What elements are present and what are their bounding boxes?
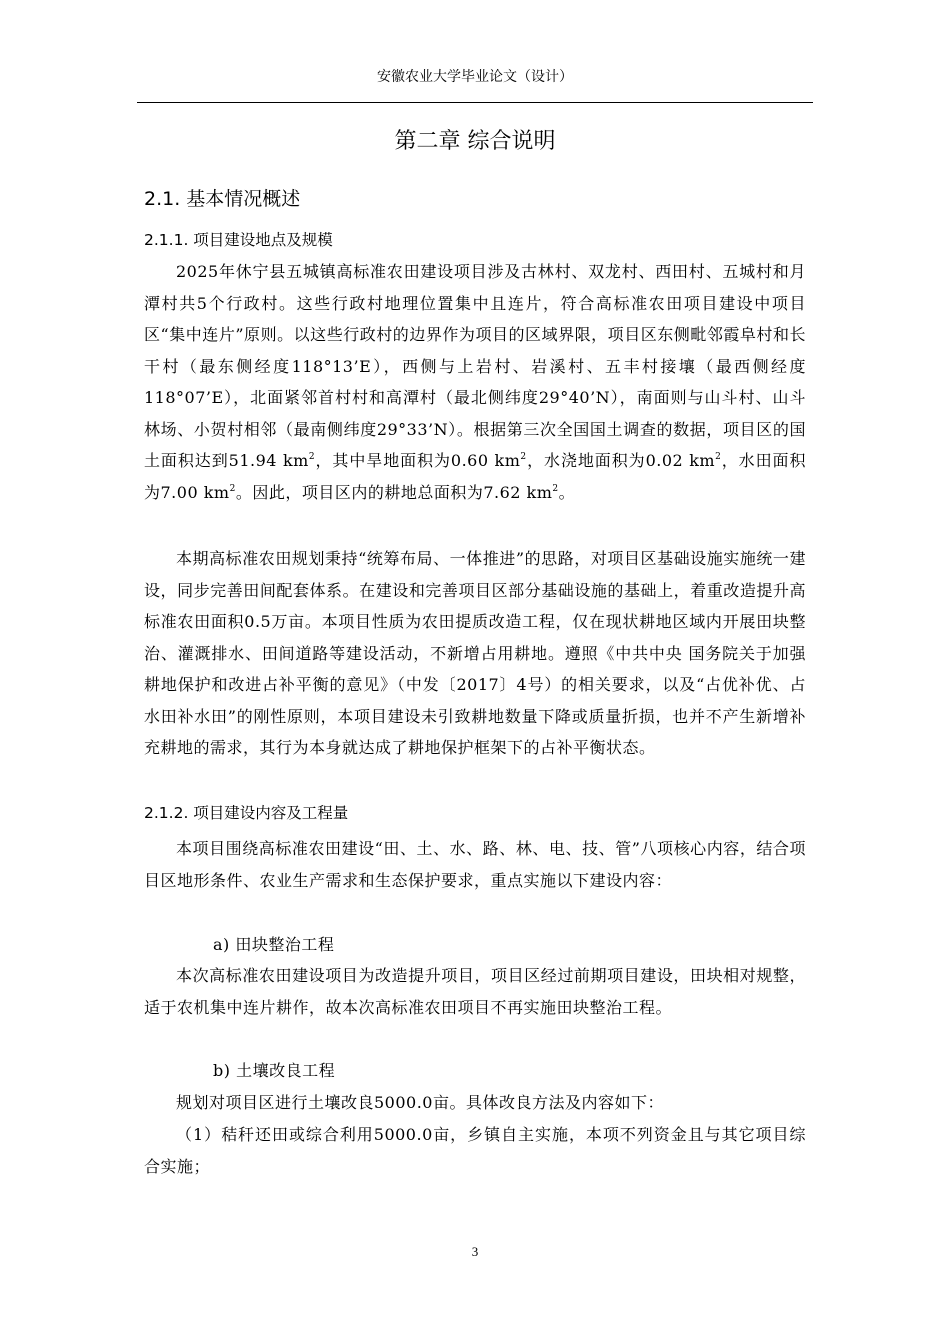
superscript: 2 — [308, 452, 316, 462]
superscript: 2 — [552, 483, 559, 494]
paragraph-soil-improvement: 规划对项目区进行土壤改良5000.0亩。具体改良方法及内容如下： — [176, 1093, 664, 1112]
paragraph-content-intro: 本项目围绕高标准农田建设“田、土、水、路、林、电、技、管”八项核心内容，结合项目区地形条件、农业生产需求和生态保护要求，重点实施以下建设内容： — [144, 839, 806, 890]
superscript: 2 — [520, 452, 527, 462]
subsection-heading-2-1-2: 2.1.2. 项目建设内容及工程量 — [144, 804, 349, 822]
superscript: 2 — [229, 483, 236, 494]
paragraph-location-scale — [144, 256, 806, 508]
running-header: 安徽农业大学毕业论文（设计） — [377, 69, 573, 85]
paragraph-text: 。因此，项目区内的耕地总面积为7.62 km — [235, 482, 553, 502]
superscript: 2 — [715, 452, 722, 462]
paragraph-text: ，其中旱地面积为0.60 km — [315, 451, 521, 470]
subsection-heading-2-1-1: 2.1.1. 项目建设地点及规模 — [144, 231, 333, 249]
paragraph-text: ，水浇地面积为0.02 km — [526, 451, 716, 470]
paragraph-text: ，水田面积为7.00 km — [144, 451, 806, 502]
page-number: 3 — [471, 1244, 479, 1259]
paragraph-straw-return: （1）秸秆还田或综合利用5000.0亩，乡镇自主实施，本项不列资金且与其它项目综合实施； — [144, 1125, 806, 1176]
chapter-title: 第二章 综合说明 — [394, 129, 556, 154]
paragraph-field-consolidation: 本次高标准农田建设项目为改造提升项目，项目区经过前期项目建设，田块相对规整，适于农机集中连片耕作，故本次高标准农田项目不再实施田块整治工程。 — [144, 966, 806, 1017]
paragraph-text: 2025年休宁县五城镇高标准农田建设项目涉及古林村、双龙村、西田村、五城村和月潭村共5个行政村。这些行政村地理位置集中且连片，符合高标准农田项目建设中项目区“集中连片”原则。以这些行政村的边界作为项目的区域界限，项目区东侧毗邻霞阜村和长干村（最东侧经度118°13’E），西侧与上岩村、岩溪村、五丰村接壤（最西侧经度118°07’E），北面紧邻首村村和高潭村（最北侧纬度29°40’N），南面则与山斗村、山斗林场、小贺村相邻（最南侧纬度29°33’N）。根据第三次全国国土调查的数据，项目区的国土面积达到51.94 km — [144, 262, 806, 470]
header-rule — [137, 102, 813, 103]
list-item-b: b) 土壤改良工程 — [213, 1061, 336, 1080]
section-heading: 2.1. 基本情况概述 — [144, 188, 301, 210]
list-item-a: a) 田块整治工程 — [213, 935, 335, 954]
paragraph-text: 。 — [558, 482, 576, 502]
paragraph-planning: 本期高标准农田规划秉持“统筹布局、一体推进”的思路，对项目区基础设施实施统一建设，同步完善田间配套体系。在建设和完善项目区部分基础设施的基础上，着重改造提升高标准农田面积0.5万亩。本项目性质为农田提质改造工程，仅在现状耕地区域内开展田块整治、灌溉排水、田间道路等建设活动，不新增占用耕地。遵照《中共中央 国务院关于加强耕地保护和改进占补平衡的意见》（中发〔2017〕4号）的相关要求，以及“占优补优、占水田补水田”的刚性原则，本项目建设未引致耕地数量下降或质量折损，也并不产生新增补充耕地的需求，其行为本身就达成了耕地保护框架下的占补平衡状态。 — [144, 549, 806, 757]
